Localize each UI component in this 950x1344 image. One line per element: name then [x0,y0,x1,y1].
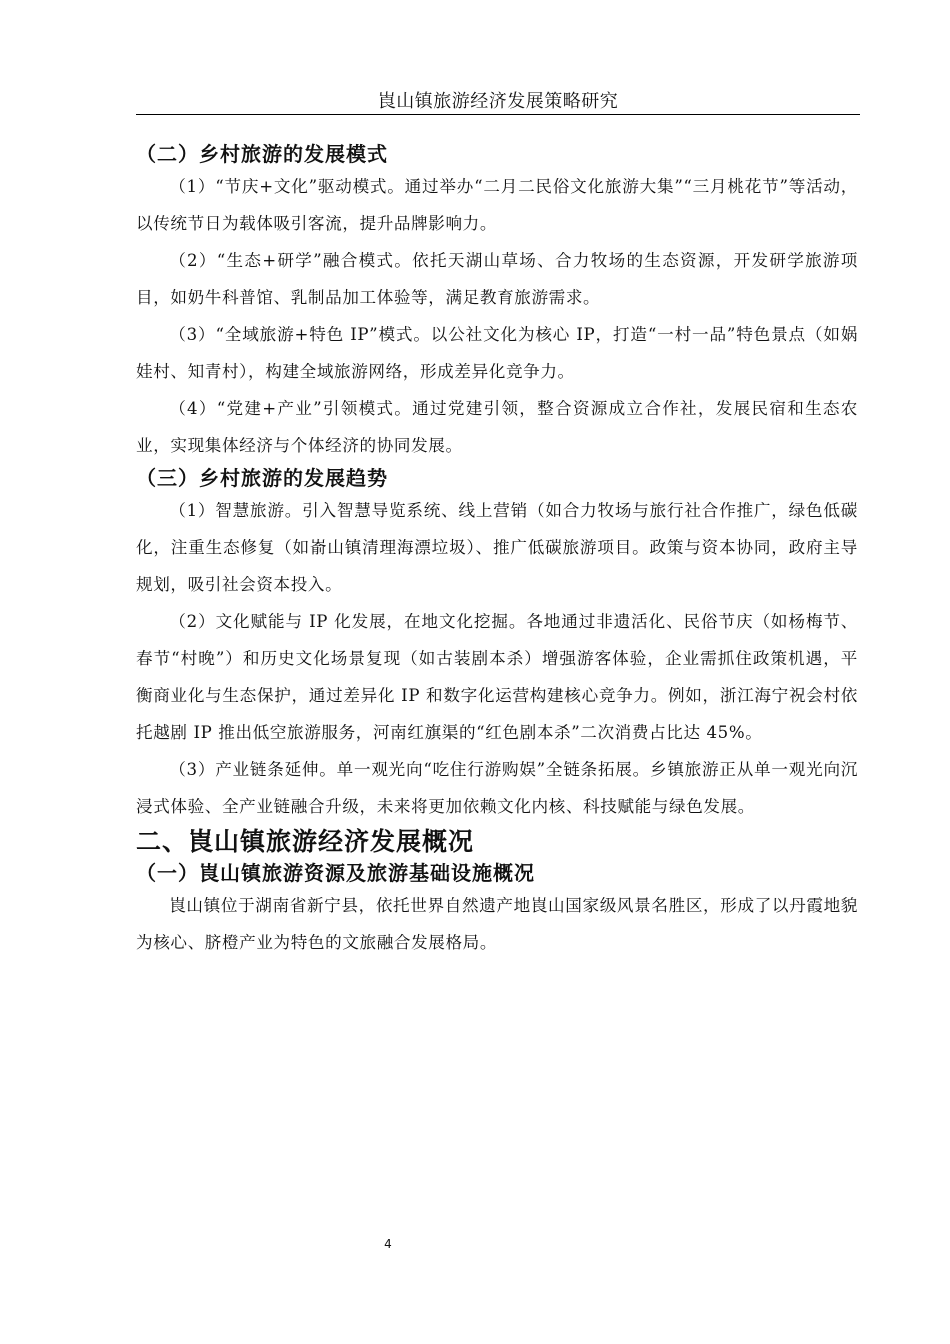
heading-development-models: （二）乡村旅游的发展模式 [136,142,388,166]
paragraph-model-3: （3）“全域旅游+特色 IP”模式。以公社文化为核心 IP，打造“一村一品”特色景点（如娲娃村、知青村），构建全域旅游网络，形成差异化竞争力。 [136,325,858,381]
page-number: 4 [384,1237,392,1251]
paragraph-trend-3: （3）产业链条延伸。单一观光向“吃住行游购娱”全链条拓展。乡镇旅游正从单一观光向沉浸式体验、全产业链融合升级，未来将更加依赖文化内核、科技赋能与绿色发展。 [136,760,858,816]
running-header-title: 崀山镇旅游经济发展策略研究 [377,91,619,112]
paragraph-resources-1: 崀山镇位于湖南省新宁县，依托世界自然遗产地崀山国家级风景名胜区，形成了以丹霞地貌为核心、脐橙产业为特色的文旅融合发展格局。 [136,896,858,952]
header-divider [136,114,860,115]
paragraph-model-4: （4）“党建+产业”引领模式。通过党建引领，整合资源成立合作社，发展民宿和生态农业，实现集体经济与个体经济的协同发展。 [136,399,858,455]
paragraph-model-1: （1）“节庆+文化”驱动模式。通过举办“二月二民俗文化旅游大集”“三月桃花节”等活动，以传统节日为载体吸引客流，提升品牌影响力。 [136,177,858,233]
chapter-heading-overview: 二、崀山镇旅游经济发展概况 [136,827,475,856]
heading-development-trends: （三）乡村旅游的发展趋势 [136,466,388,490]
document-body [136,140,858,961]
heading-resources-infrastructure: （一）崀山镇旅游资源及旅游基础设施概况 [136,861,535,885]
paragraph-trend-2: （2）文化赋能与 IP 化发展，在地文化挖掘。各地通过非遗活化、民俗节庆（如杨梅节、春节“村晚”）和历史文化场景复现（如古装剧本杀）增强游客体验，企业需抓住政策机遇，平衡商业化与生态保护，通过差异化 IP 和数字化运营构建核心竞争力。例如，浙江海宁祝会村依托越剧 IP 推出低空旅游服务，河南红旗渠的“红色剧本杀”二次消费占比达 45%。 [136,612,858,742]
paragraph-trend-1: （1）智慧旅游。引入智慧导览系统、线上营销（如合力牧场与旅行社合作推广，绿色低碳化，注重生态修复（如嵛山镇清理海漂垃圾）、推广低碳旅游项目。政策与资本协同，政府主导规划，吸引社会资本投入。 [136,501,858,594]
paragraph-model-2: （2）“生态+研学”融合模式。依托天湖山草场、合力牧场的生态资源，开发研学旅游项目，如奶牛科普馆、乳制品加工体验等，满足教育旅游需求。 [136,251,858,307]
